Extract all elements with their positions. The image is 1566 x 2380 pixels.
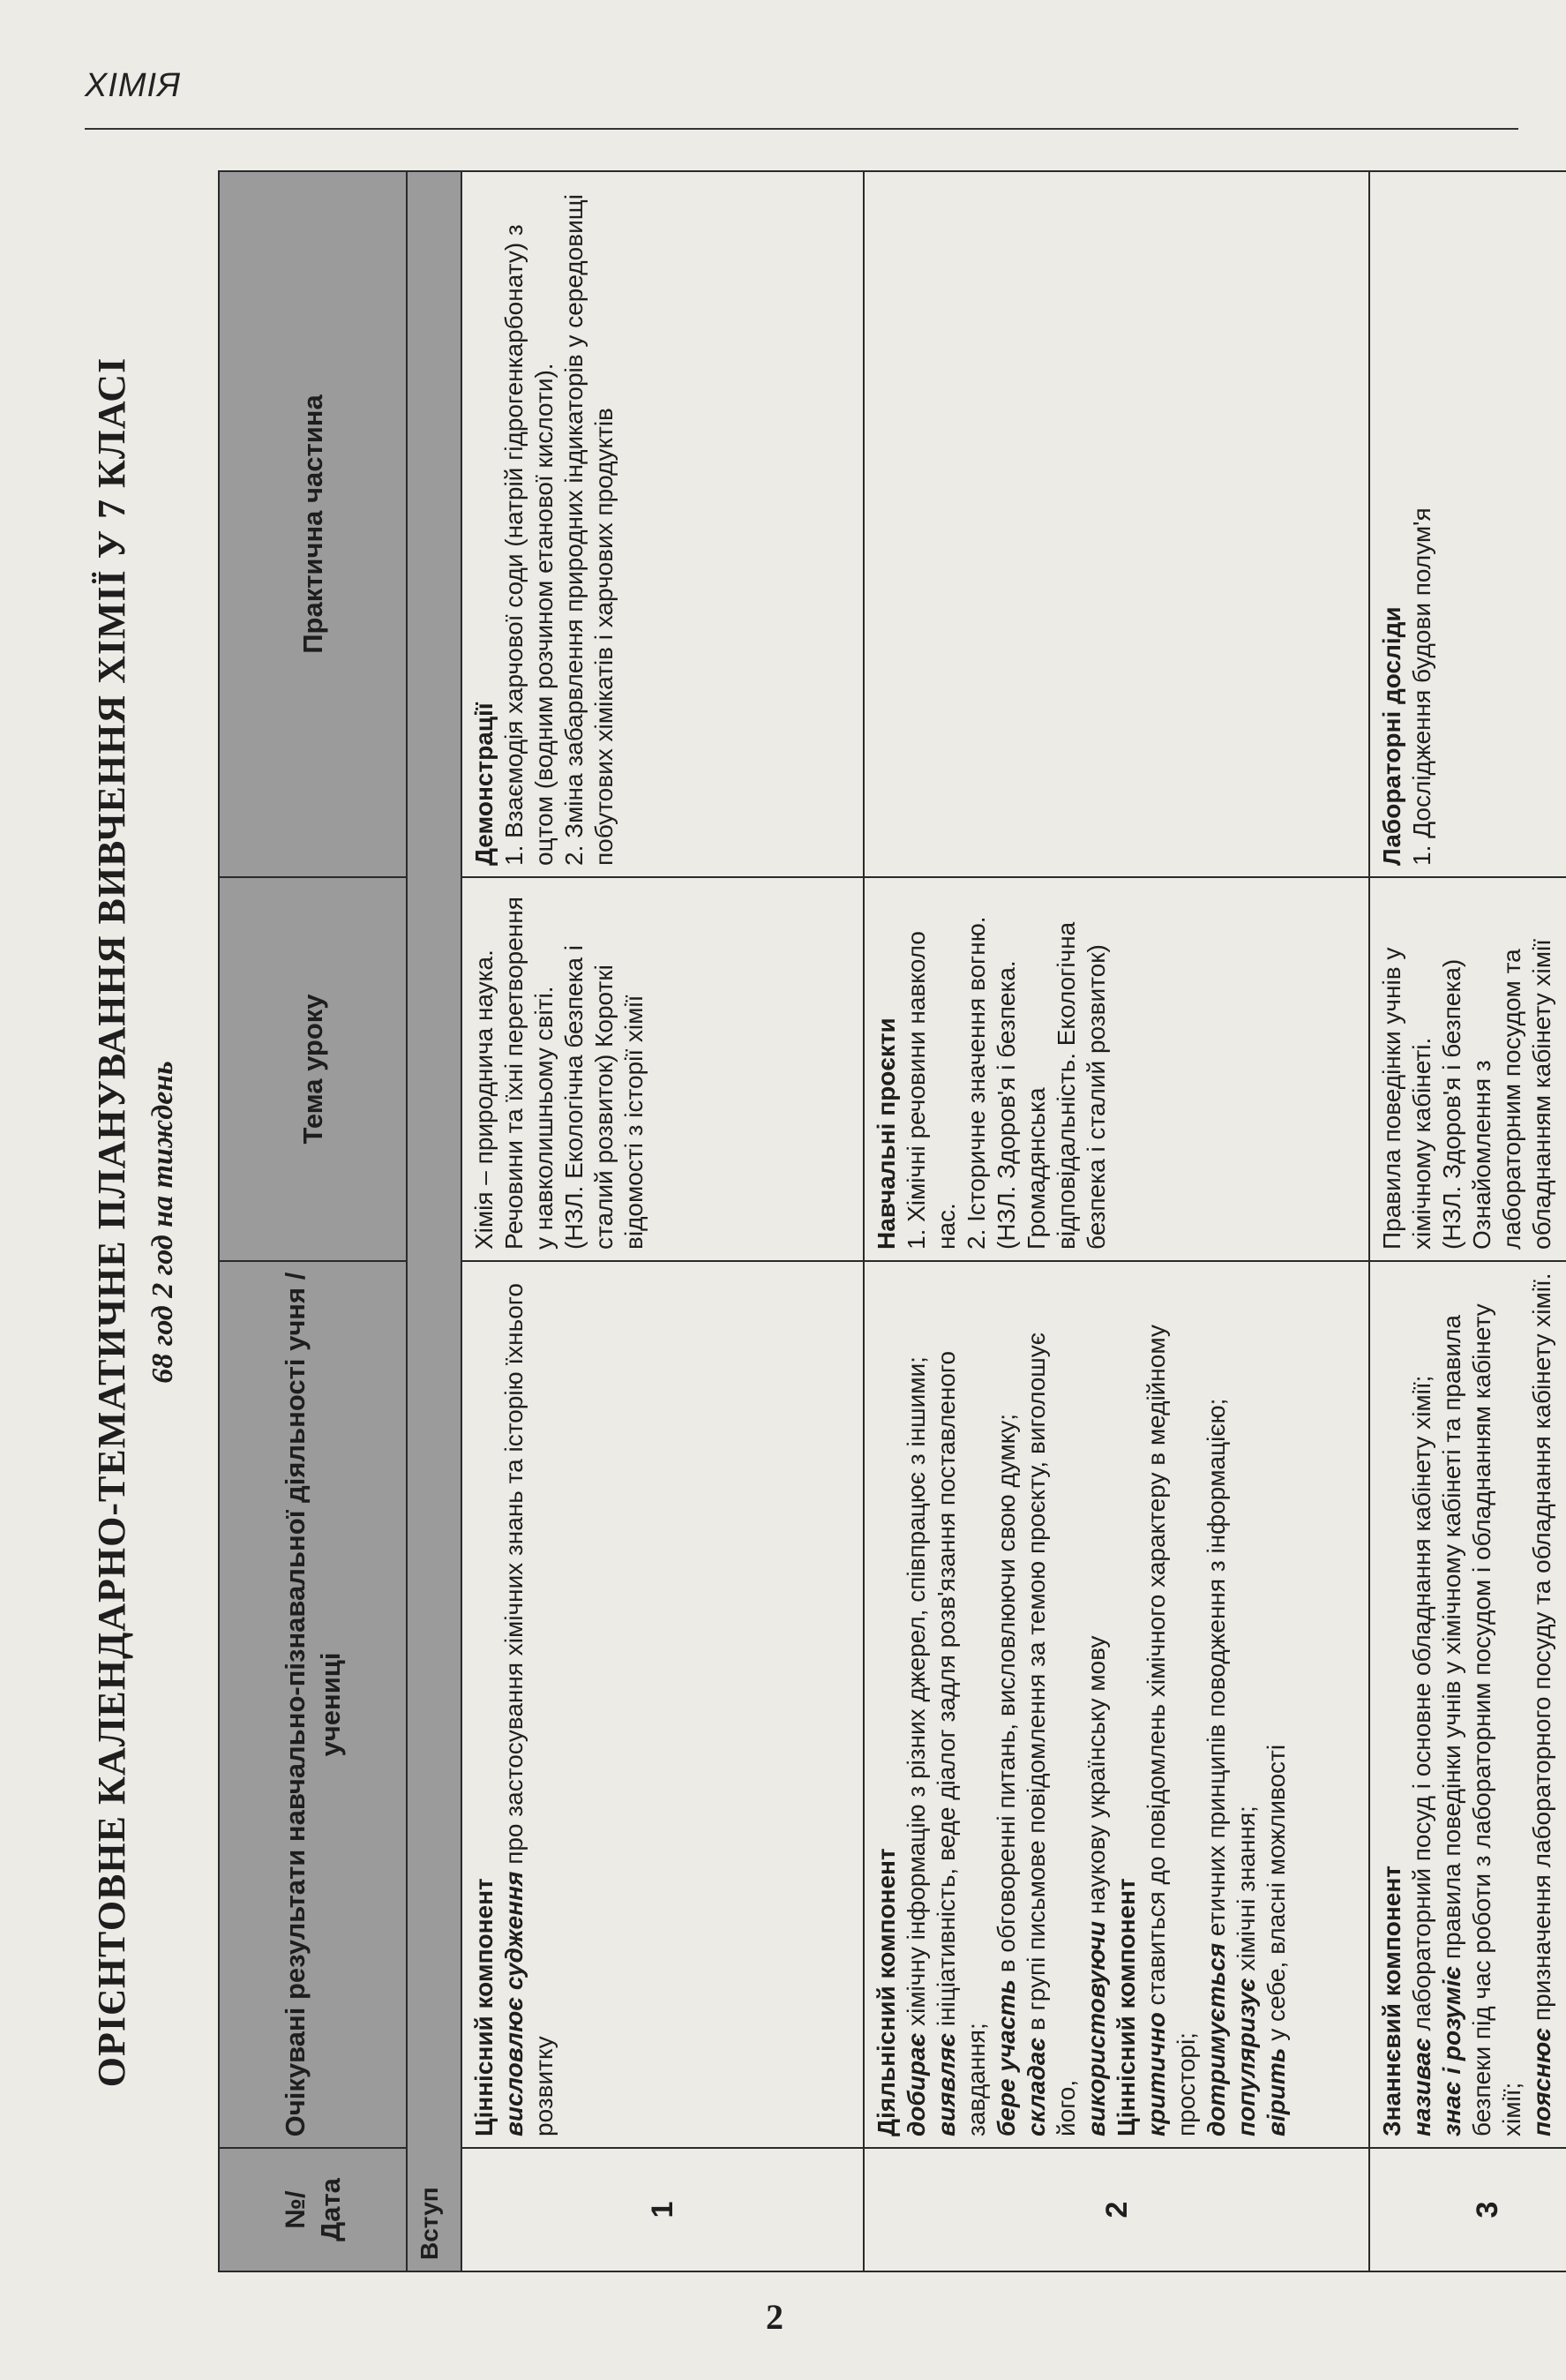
result-text: призначення лабораторного посуду та обладнання кабінету хімії. [1528,1273,1555,2028]
action-verb: називає [1408,2038,1435,2136]
result-text: наукову українську мову [1083,1635,1110,1921]
practice-cell [1369,171,1566,877]
rotated-page-body [84,172,1555,2272]
header-rule [85,128,1518,130]
result-line [1022,1273,1082,2136]
lesson-number-cell: 3 [1369,2148,1566,2271]
action-verb: популяризує [1233,1978,1260,2136]
component-heading: Ціннісний компонент [1113,1878,1140,2136]
sub-heading: Навчальні проєкти [873,1017,900,1250]
action-verb: знає і розуміє [1438,1965,1465,2136]
result-line [1082,1273,1112,2136]
result-text: лабораторний посуд і основне обладнання кабінету хімії; [1408,1375,1435,2038]
action-verb: використовуючи [1083,1920,1110,2136]
text-line: (НЗЛ. Здоров'я і безпека) Ознайомлення з лабораторним посудом та обладнанням кабінету хімії [1438,939,1555,1250]
action-verb: дотримується [1203,1942,1230,2136]
action-verb: висловлює судження [500,1871,528,2136]
result-text: в групі письмове повідомлення за темою проєкту, виголошує його, [1023,1332,1080,2136]
results-cell [864,1261,1369,2148]
result-line [1437,1273,1527,2136]
running-head: ХІМІЯ [85,67,182,104]
planning-table [218,170,1566,2272]
page-number: 2 [766,2297,783,2337]
lesson-number-cell: 1 [461,2148,864,2271]
result-line [1407,1273,1437,2136]
results-cell [461,1261,864,2148]
header-topic: Тема уроку [219,877,407,1261]
component-heading: Знаннєвий компонент [1378,1866,1405,2136]
table-row [864,171,1369,2271]
action-verb: складає [1023,2037,1050,2136]
practice-cell [864,171,1369,877]
table-header-row [219,171,407,2271]
result-text: правила поведінки учнів у хімічному кабінеті та правила безпеки під час роботи з лабораторним посудом і обладнанням кабінету хімії; [1438,1303,1525,2136]
text-line: 2. Історичне значення вогню. (НЗЛ. Здоров'я і безпека. Громадянська відповідальність. Екологічна безпека і сталий розвиток) [963,916,1110,1250]
result-text: в обговоренні питань, висловлюючи свою думку; [993,1413,1020,1980]
result-line [1527,1273,1557,2136]
action-verb: бере участь [993,1979,1020,2136]
component-heading: Діяльнісний компонент [873,1848,900,2136]
text-line: 1. Хімічні речовини навколо нас. [903,931,960,1250]
result-text: ставиться до повідомлень хімічного характеру в медійному просторі; [1143,1325,1200,2136]
result-line [932,1273,992,2136]
text-line: 1. Взаємодія харчової соди (натрій гідрогенкарбонату) з оцтом (водним розчином етанової кислоти). [500,224,558,866]
result-text: ініціативність, веде діалог задля розв'язання поставленого завдання; [933,1350,990,2136]
topic-cell [461,877,864,1261]
sub-heading: Лабораторні досліди [1378,606,1405,866]
result-line [1262,1273,1292,2136]
title-block [84,172,216,2272]
topic-cell [1369,877,1566,1261]
header-results: Очікувані результати навчально-пізнавальної діяльності учня / учениці [219,1261,407,2148]
table-row [1369,171,1566,2271]
result-line [1202,1273,1232,2136]
result-line [1232,1273,1262,2136]
topic-cell [864,877,1369,1261]
result-line [902,1273,932,2136]
action-verb: критично [1143,2012,1170,2136]
result-line [499,1273,559,2136]
result-text: хімічну інформацію з різних джерел, співпрацює з іншими; [903,1356,930,2033]
page-subtitle: 68 год 2 год на тиждень [146,1061,179,1384]
results-cell [1369,1261,1566,2148]
text-line: Правила поведінки учнів у хімічному кабінеті. [1378,947,1435,1250]
result-line [992,1273,1022,2136]
text-line: Хімія – природнича наука. Речовини та їхні перетворення у навколишньому світі. [470,897,558,1250]
header-practice: Практична частина [219,171,407,877]
section-title: Вступ [407,171,461,2271]
action-verb: виявляє [933,2032,960,2136]
table-row [461,171,864,2271]
result-text: хімічні знання; [1233,1806,1260,1978]
text-line: (НЗЛ. Екологічна безпека і сталий розвиток) Короткі відомості з історії хімії [560,944,648,1250]
text-line: 1. Дослідження будови полум'я [1408,507,1435,866]
action-verb: добирає [903,2032,930,2136]
page-title: ОРІЄНТОВНЕ КАЛЕНДАРНО-ТЕМАТИЧНЕ ПЛАНУВАННЯ ВИВЧЕННЯ ХІМІЇ У 7 КЛАСІ [90,357,133,2088]
lesson-number-cell: 2 [864,2148,1369,2271]
sub-heading: Демонстрації [470,702,498,866]
component-heading: Ціннісний компонент [470,1878,498,2136]
result-line [1142,1273,1202,2136]
text-line: 2. Зміна забарвлення природних індикаторів у середовищі побутових хімікатів і харчових продуктів [560,194,618,866]
action-verb: вірить [1263,2047,1290,2136]
result-text: у себе, власні можливості [1263,1744,1290,2048]
result-text: про застосування хімічних знань та історію їхнього розвитку [500,1283,558,2136]
header-num: №/ Дата [219,2148,407,2271]
section-row [407,171,461,2271]
result-text: етичних принципів поводження з інформацією; [1203,1398,1230,1943]
action-verb: пояснює [1528,2027,1555,2136]
practice-cell [461,171,864,877]
